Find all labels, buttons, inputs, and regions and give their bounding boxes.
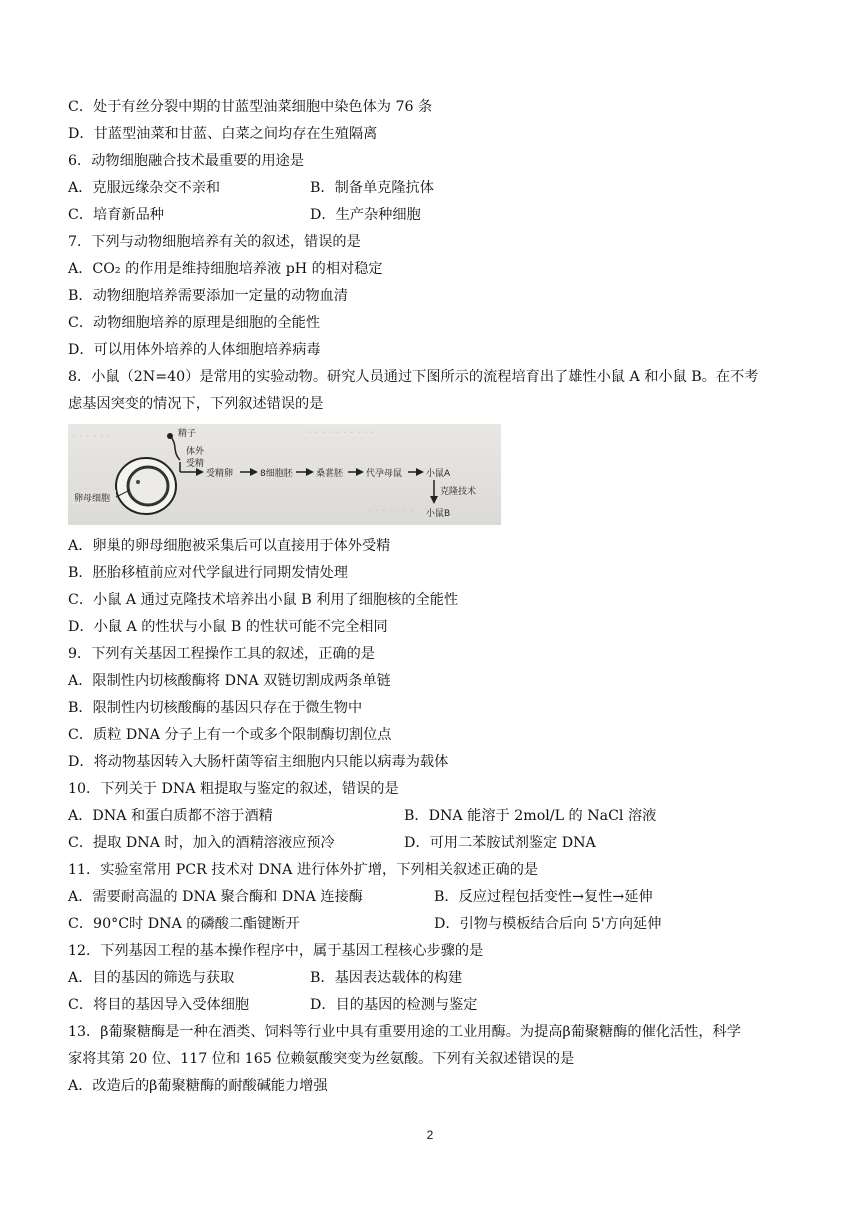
- q12-option-b: B．基因表达载体的构建: [310, 970, 463, 986]
- mouse-cloning-figure: [68, 424, 501, 525]
- q13-stem-line2: 家将其第 20 位、117 位和 165 位赖氨酸突变为丝氨酸。下列有关叙述错误的是: [68, 1051, 575, 1067]
- mulberry-label: 桑葚胚: [316, 469, 344, 479]
- q10-option-a: A．DNA 和蛋白质都不溶于酒精: [68, 808, 273, 824]
- ivf-label-2: 受精: [186, 459, 205, 469]
- q9-option-d: D．将动物基因转入大肠杆菌等宿主细胞内只能以病毒为载体: [68, 754, 449, 770]
- q11-option-b: B．反应过程包括变性→复性→延伸: [434, 889, 653, 905]
- q11-stem: 11．实验室常用 PCR 技术对 DNA 进行体外扩增，下列相关叙述正确的是: [68, 862, 539, 878]
- q12-option-c: C．将目的基因导入受体细胞: [68, 997, 250, 1013]
- svg-text:· · · · · · · · · ·: · · · · · · · · · ·: [308, 426, 375, 439]
- q6-stem: 6．动物细胞融合技术最重要的用途是: [68, 153, 305, 169]
- q10-stem: 10．下列关于 DNA 粗提取与鉴定的叙述，错误的是: [68, 781, 399, 797]
- q8-option-d: D．小鼠 A 的性状与小鼠 B 的性状可能不完全相同: [68, 619, 388, 635]
- q9-option-b: B．限制性内切核酸酶的基因只存在于微生物中: [68, 700, 363, 716]
- q10-option-c: C．提取 DNA 时，加入的酒精溶液应预冷: [68, 835, 335, 851]
- q7-option-c: C．动物细胞培养的原理是细胞的全能性: [68, 315, 321, 331]
- q7-option-a: A．CO₂ 的作用是维持细胞培养液 pH 的相对稳定: [68, 261, 383, 277]
- q8-option-b: B．胚胎移植前应对代学鼠进行同期发情处理: [68, 565, 348, 581]
- svg-text:· · · · · · ·: · · · · · · ·: [368, 504, 414, 517]
- mouse-a-label: 小鼠A: [426, 469, 451, 479]
- zygote-label: 受精卵: [206, 469, 234, 479]
- q5-option-d: D．甘蓝型油菜和甘蓝、白菜之间均存在生殖隔离: [68, 126, 378, 142]
- q10-option-b: B．DNA 能溶于 2mol/L 的 NaCl 溶液: [404, 808, 657, 824]
- q13-option-a: A．改造后的β葡聚糖酶的耐酸碱能力增强: [68, 1078, 328, 1094]
- q12-stem: 12．下列基因工程的基本操作程序中，属于基因工程核心步骤的是: [68, 943, 484, 959]
- sperm-shape: [170, 436, 180, 460]
- q8-option-a: A．卵巢的卵母细胞被采集后可以直接用于体外受精: [68, 538, 391, 554]
- q10-option-d: D．可用二苯胺试剂鉴定 DNA: [404, 835, 596, 851]
- q6-option-b: B．制备单克隆抗体: [310, 180, 434, 196]
- clone-label: 克隆技术: [440, 487, 477, 497]
- q8-option-c: C．小鼠 A 通过克隆技术培养出小鼠 B 利用了细胞核的全能性: [68, 592, 459, 608]
- q7-option-d: D．可以用体外培养的人体细胞培养病毒: [68, 342, 321, 358]
- oocyte-label: 卵母细胞: [74, 494, 111, 504]
- page-number: 2: [426, 1128, 434, 1142]
- q5-option-c: C．处于有丝分裂中期的甘蓝型油菜细胞中染色体为 76 条: [68, 99, 433, 115]
- q12-option-d: D．目的基因的检测与鉴定: [310, 997, 478, 1013]
- q13-stem-line1: 13．β葡聚糖酶是一种在酒类、饲料等行业中具有重要用途的工业用酶。为提高β葡聚糖酶的催化活性，科学: [68, 1024, 741, 1040]
- surrogate-label: 代孕母鼠: [366, 469, 403, 479]
- q11-option-c: C．90°C时 DNA 的磷酸二酯键断开: [68, 916, 300, 932]
- mouse-b-label: 小鼠B: [426, 509, 451, 519]
- q8-stem-line2: 虑基因突变的情况下，下列叙述错误的是: [68, 396, 324, 412]
- oocyte-inner: [128, 467, 168, 505]
- q6-option-a: A．克服远缘杂交不亲和: [68, 180, 221, 196]
- q7-option-b: B．动物细胞培养需要添加一定量的动物血清: [68, 288, 348, 304]
- q6-option-d: D．生产杂种细胞: [310, 207, 421, 223]
- q9-stem: 9．下列有关基因工程操作工具的叙述，正确的是: [68, 646, 375, 662]
- q11-option-a: A．需要耐高温的 DNA 聚合酶和 DNA 连接酶: [68, 889, 363, 905]
- q6-option-c: C．培育新品种: [68, 207, 164, 223]
- q9-option-c: C．质粒 DNA 分子上有一个或多个限制酶切割位点: [68, 727, 392, 743]
- q7-stem: 7．下列与动物细胞培养有关的叙述，错误的是: [68, 234, 361, 250]
- q11-option-d: D．引物与模板结合后向 5'方向延伸: [434, 916, 662, 932]
- q9-option-a: A．限制性内切核酸酶将 DNA 双链切割成两条单链: [68, 673, 391, 689]
- sperm-label: 精子: [178, 429, 197, 439]
- svg-text:· · · · · ·: · · · · · ·: [72, 430, 111, 443]
- q8-stem-line1: 8．小鼠（2N=40）是常用的实验动物。研究人员通过下图所示的流程培育出了雄性小鼠 A 和小鼠 B。在不考: [68, 369, 759, 385]
- q12-option-a: A．目的基因的筛选与获取: [68, 970, 235, 986]
- eight-cell-label: 8细胞胚: [260, 469, 293, 479]
- ivf-label-1: 体外: [186, 447, 205, 457]
